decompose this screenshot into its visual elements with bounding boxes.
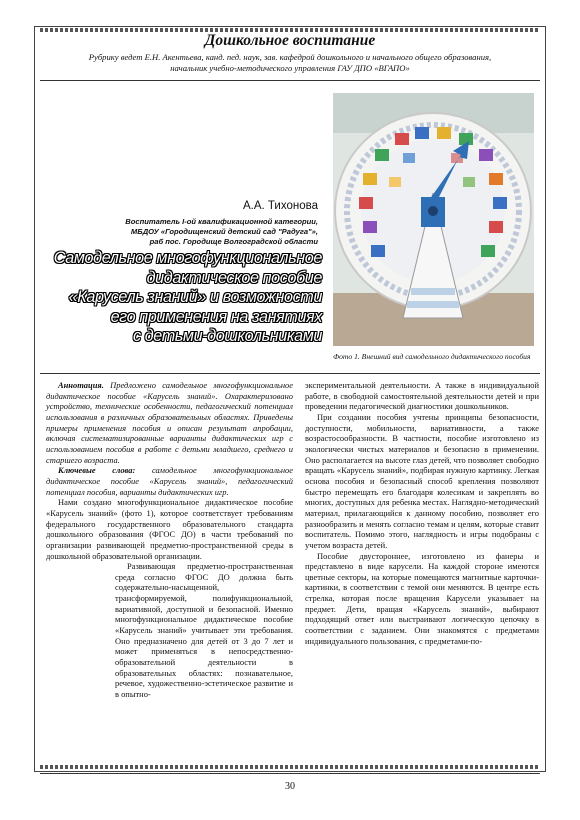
title-line: «Карусель знаний» и возможности <box>68 288 322 307</box>
title-line: с детьми-дошкольниками <box>132 327 322 346</box>
affiliation-line-2: МБДОУ «Городищенский детский сад "Радуга"», <box>130 227 318 236</box>
body-paragraph: Развивающая предметно-пространственная среда согласно ФГОС ДО должна быть содержательно-насыщенной, трансформируемой, полифункциональной, вариативной, доступной и безопасной. Именно многофункциональное дидактическое пособие «Карусель знаний» учитывает эти требования. Оно предназначено для детей от 3 до 7 лет и может применяться в непосредственно-образовательной деятельности в образовательных областях: познавательное, речевое, художественно-эстетическое развитие и в опытно- <box>115 561 293 700</box>
right-column <box>305 380 539 646</box>
body-paragraph: экспериментальной деятельности. А также в индивидуальной работе, в свободной самостоятельной деятельности детей и при проведении педагогической диагностики дошкольников. <box>305 380 539 412</box>
keywords-text: самодельное многофункциональное дидактическое пособие «Карусель знаний», педагогический потенциал пособия, варианты дидактических игр. <box>46 465 293 497</box>
author-name: А.А. Тихонова <box>242 200 318 212</box>
rubric-line-1: Рубрику ведет Е.Н. Акентьева, канд. пед. наук, зав. кафедрой дошкольного и начального общего образования, <box>88 52 492 62</box>
affiliation-line-3: раб пос. Городище Волгоградской области <box>149 237 318 246</box>
carousel-photo <box>333 93 534 346</box>
footer-rule <box>40 773 540 774</box>
header-rule <box>40 80 540 81</box>
author-affiliation <box>100 217 318 247</box>
page-number: 30 <box>285 781 295 792</box>
carousel-illustration <box>333 93 534 346</box>
rubric-line-2: начальник учебно-методического управления ГАУ ДПО «ВГАПО» <box>170 63 410 73</box>
abstract <box>46 380 293 465</box>
body-paragraph: Нами создано многофункциональное дидактическое пособие «Карусель знаний» (фото 1), которое соответствует требованиям федерального государственного образовательного стандарта дошкольного образования (ФГОС ДО) в части требований по организации развивающей предметно-пространственной среды в дошкольной образовательной организации. <box>46 497 293 561</box>
abstract-label: Аннотация. <box>58 380 104 390</box>
title-line: его применения на занятиях <box>110 307 322 326</box>
keywords <box>46 465 293 497</box>
title-line: дидактическое пособие <box>146 268 322 287</box>
bottom-ornament <box>40 765 540 769</box>
keywords-label: Ключевые слова: <box>58 465 136 476</box>
body-paragraph: Пособие двустороннее, изготовлено из фанеры и представлено в виде карусели. На каждой стороне имеются цветные секторы, на которые помещаются магнитные карточки-картинки, в соответствии с темой они меняются. В центре есть стрелка, которая после вращения Карусели указывает на предмет. Дети, вращая «Карусель знаний», выбирают подходящий ответ или выстраивают логическую цепочку в соответствии с заданием. Они знакомятся с предметами индивидуального пользования, с предметами-по- <box>305 550 539 646</box>
title-line: Самодельное многофункциональное <box>53 249 322 267</box>
affiliation-line-1: Воспитатель I-ой квалификационной категории, <box>125 217 318 226</box>
article-title <box>32 249 322 347</box>
abstract-text: Предложено самодельное многофункциональное дидактическое пособие «Карусель знаний». Охарактеризовано устройство, технические особенности, педагогический потенциал использования в различных образовательных областях. Приведены примеры применения пособия и описан результат апробации, включая систематизированные варианты дидактических игр с использованием пособия в работе с детьми младшего, среднего и старшего возраста. <box>46 380 293 465</box>
section-title: Дошкольное воспитание <box>204 32 376 49</box>
figure-caption: Фото 1. Внешний вид самодельного дидактического пособия <box>333 352 531 361</box>
left-column <box>46 380 293 700</box>
body-paragraph: При создании пособия учтены принципы безопасности, доступности, мобильности, вариативности, а также возрастосообразности. В частности, пособие изготовлено из экологически чистых материалов и безопасно в применении. Оно располагается на высоте глаз детей, что позволяет свободно вращать «Карусель знаний», подбирая нужную картинку. Легкая основа пособия и безопасный способ крепления позволяют быстро перемещать его благодаря колесикам и закреплять во многих, доступных для ребенка местах. Наглядно-методический материал, прилагающийся к данному пособию, позволяет его разнообразить и менять согласно темам и целям, которые ставит воспитатель. Помимо этого, наглядность и игры подобраны с учетом возраста детей. <box>305 411 539 550</box>
section-divider <box>40 373 540 374</box>
rubric-note <box>60 52 520 74</box>
